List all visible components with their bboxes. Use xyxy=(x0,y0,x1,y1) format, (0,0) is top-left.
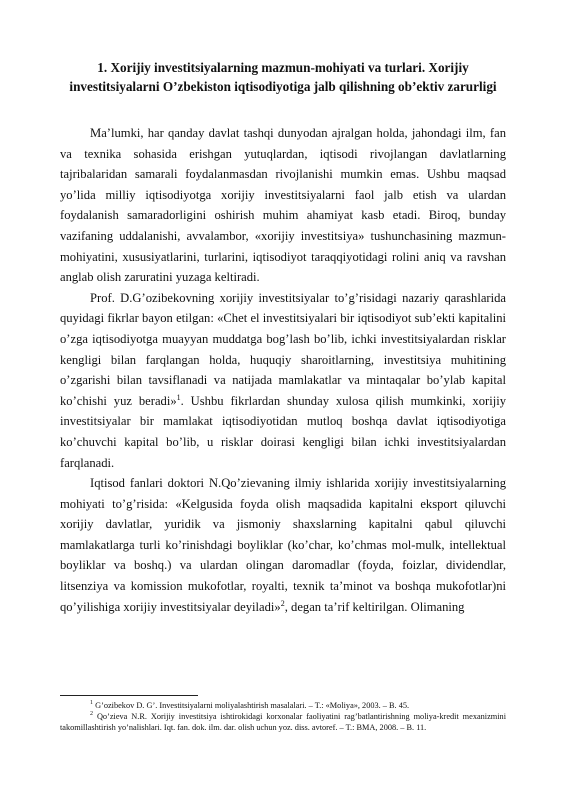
section-heading: 1. Xorijiy investitsiyalarning mazmun-mohiyati va turlari. Xorijiy investitsiyalarni O’zbekiston iqtisodiyotiga jalb qilishning ob’ektiv zarurligi xyxy=(69,60,497,94)
paragraph-3-text-before: Iqtisod fanlari doktori N.Qo’zievaning ilmiy ishlarida xorijiy investitsiyalarning mohiyati to’g’risida: «Kelgusida foyda olish maqsadida kapitalni eksport qiluvchi xorijiy davlatlar, yuridik va jismoniy shaxslarning kapitalni qabul qiluvchi mamlakatlarga turli ko’rinishdagi boyliklar (ko’char, ko’chmas mol-mulk, intellektual boyliklar va boshq.) va ulardan olingan daromadlar (foyda, foizlar, dividendlar, litsenziya va komission mukofotlar, royalti, texnik ta’minot va boshqa mukofotlar)ni qo’yilishiga xorijiy investitsiyalar deyiladi» xyxy=(60,476,506,614)
paragraph-2-text-after: . Ushbu fikrlardan shunday xulosa qilish mumkinki, xorijiy investitsiyalar bir mamlakat iqtisodiyotidan mutloq boshqa davlat iqtisodiyotiga ko’chuvchi kapital bo’lib, u risklar doirasi kengligi bilan ichki investitsiyalardan farqlanadi. xyxy=(60,393,506,470)
paragraph-3-text-after: , degan ta’rif keltirilgan. Olimaning xyxy=(284,599,465,614)
footnote-1 xyxy=(60,700,506,711)
footnote-2-text: Qo’zieva N.R. Xorijiy investitsiya ishtirokidagi korxonalar faoliyatini rag’batlantirishning moliya-kredit mexanizmini takomillashtirish yo’nalishlari. Iqt. fan. dok. ilm. dar. olish uchun yoz. diss. avtoref. – T.: BMA, 2008. – B. 11. xyxy=(60,712,506,732)
footnote-ref-2[interactable]: 2 xyxy=(280,598,285,608)
footnote-1-text: G’ozibekov D. G’. Investitsiyalarni moliyalashtirish masalalari. – T.: «Moliya», 2003. – B. 45. xyxy=(95,701,410,710)
footnotes xyxy=(60,700,506,733)
paragraph-1: Ma’lumki, har qanday davlat tashqi dunyodan ajralgan holda, jahondagi ilm, fan va texnika sohasida erishgan yutuqlardan, iqtisodi rivojlangan davlatlarning tajribalaridan samarali foydalanmasdan rivojlanishi mumkin emas. Ushbu maqsad yo’lida milliy iqtisodiyotga xorijiy investitsiyalarni faol jalb etish va ulardan foydalanish samaradorligini oshirish muhim ahamiyat kasb etadi. Biroq, bunday vazifaning uddalanishi, avvalambor, «xorijiy investitsiya» tushunchasining mazmun-mohiyatini, xususiyatlarini, turlarini, iqtisodiyot taraqqiyotidagi rolini aniq va ravshan anglab olish zaruratini yuzaga keltiradi. xyxy=(60,126,506,285)
paragraph-3 xyxy=(60,473,506,617)
footnote-1-number: 1 xyxy=(90,700,93,707)
footnote-2 xyxy=(60,711,506,733)
footnote-2-number: 2 xyxy=(90,711,93,718)
body-text xyxy=(60,123,506,617)
footnote-divider xyxy=(60,695,198,696)
footnote-ref-1[interactable]: 1 xyxy=(176,392,181,402)
paragraph-2-text-before: Prof. D.G’ozibekovning xorijiy investitsiyalar to’g’risidagi nazariy qarashlarida quyidagi fikrlar bayon etilgan: «Chet el investitsiyalari bir iqtisodiyot sub’ekti kapitalini o’zga iqtisodiyotga muayyan muddatga bog’lash bo’lib, ichki investitsiyalardan risklar kengligi bilan farqlangan holda, huquqiy sharoitlarning, investitsiya muhitining o’zgarishi bilan tavsiflanadi va natijada mamlakatlar va mintaqalar bo’ylab kapital ko’chishi yuz beradi» xyxy=(60,290,506,408)
paragraph-2 xyxy=(60,288,506,473)
